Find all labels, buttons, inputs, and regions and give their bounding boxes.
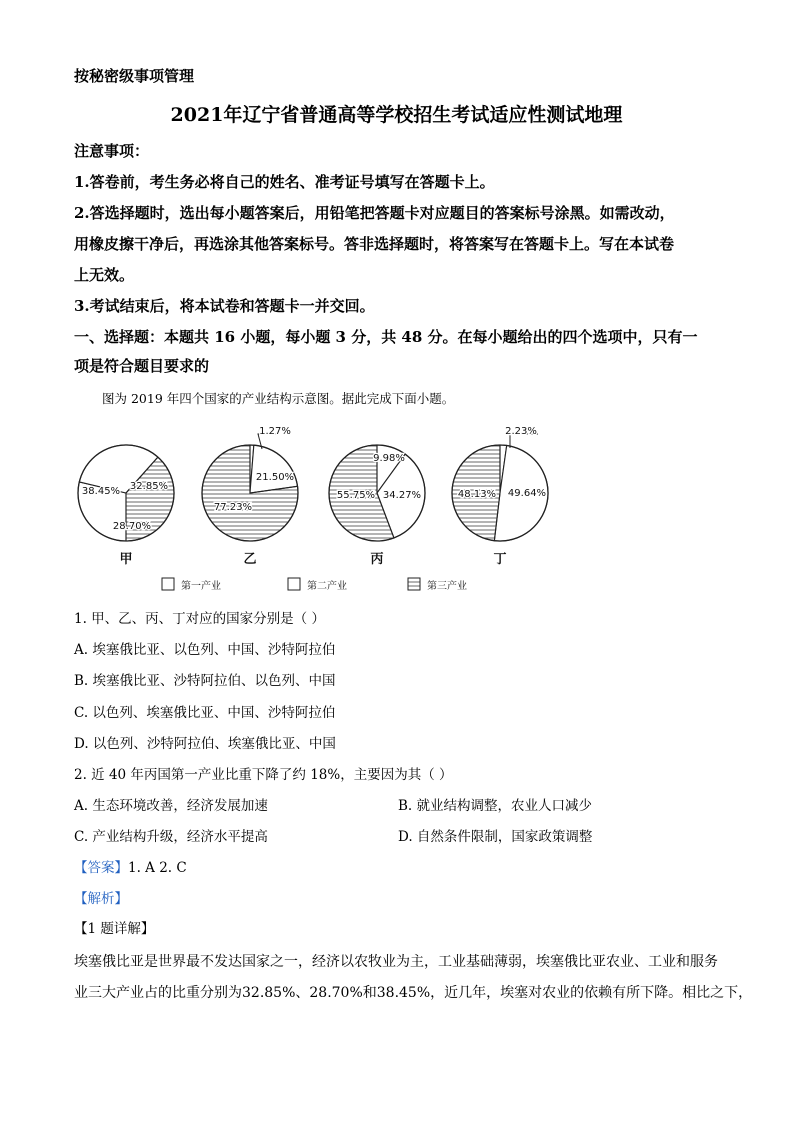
pie-country-label: 丙 (370, 552, 384, 567)
slice-label: 49.64% (507, 488, 547, 499)
question-1-option-d: D. 以色列、沙特阿拉伯、埃塞俄比亚、中国 (74, 736, 336, 752)
slice-label: 48.13% (457, 489, 497, 500)
question-2-option-b: B. 就业结构调整，农业人口减少 (398, 798, 593, 814)
question-1-stem: 1. 甲、乙、丙、丁对应的国家分别是（ ） (74, 611, 325, 627)
question-1-option-a: A. 埃塞俄比亚、以色列、中国、沙特阿拉伯 (74, 642, 336, 658)
slice-label: 77.23% (213, 502, 253, 513)
question-2-option-a: A. 生态环境改善，经济发展加速 (74, 798, 268, 814)
pie-slice (250, 445, 298, 493)
answer-value: 1. A 2. C (128, 860, 187, 876)
notice-heading: 注意事项： (74, 142, 150, 160)
pie-chart-figure (0, 410, 793, 610)
exam-title: 2021年辽宁省普通高等学校招生考试适应性测试地理 (170, 104, 623, 126)
section-heading: 项是符合题目要求的 (74, 357, 210, 375)
slice-label: 34.27% (382, 490, 422, 501)
slice-label: 55.75% (336, 490, 376, 501)
figure-caption: 图为 2019 年四个国家的产业结构示意图。据此完成下面小题。 (102, 391, 455, 406)
confidential-label: 按秘密级事项管理 (74, 67, 195, 85)
legend-swatch (162, 578, 174, 590)
slice-label: 2.23% (505, 426, 537, 437)
analysis-subheading: 【1 题详解】 (74, 921, 155, 937)
notice-item: 上无效。 (74, 266, 135, 284)
pie-country-label: 丁 (493, 552, 507, 567)
answer-line (74, 858, 187, 878)
notice-item: 3.考试结束后，将本试卷和答题卡一并交回。 (74, 297, 375, 315)
question-2-option-c: C. 产业结构升级，经济水平提高 (74, 829, 268, 845)
question-1-option-b: B. 埃塞俄比亚、沙特阿拉伯、以色列、中国 (74, 673, 336, 689)
slice-label: 1.27% (259, 426, 291, 437)
legend-swatch (408, 578, 420, 590)
legend-swatch (288, 578, 300, 590)
notice-item: 1.答卷前，考生务必将自己的姓名、准考证号填写在答题卡上。 (74, 173, 495, 191)
question-2-stem: 2. 近 40 年丙国第一产业比重下降了约 18%，主要因为其（ ） (74, 767, 453, 783)
legend-label: 第三产业 (427, 581, 467, 592)
question-2-option-d: D. 自然条件限制，国家政策调整 (398, 829, 593, 845)
legend-label: 第一产业 (181, 581, 221, 592)
slice-label: 28.70% (112, 521, 152, 532)
pie-country-label: 乙 (243, 552, 257, 567)
pie-country-label: 甲 (119, 552, 133, 567)
notice-item: 2.答选择题时，选出每小题答案后，用铅笔把答题卡对应题目的答案标号涂黑。如需改动， (74, 204, 675, 222)
slice-label: 9.98% (373, 453, 405, 464)
answer-label: 【答案】 (74, 860, 128, 876)
slice-label: 21.50% (255, 472, 295, 483)
slice-label: 38.45% (81, 486, 121, 497)
notice-item: 用橡皮擦干净后，再选涂其他答案标号。答非选择题时，将答案写在答题卡上。写在本试卷 (74, 235, 675, 253)
legend-label: 第二产业 (307, 581, 347, 592)
question-1-option-c: C. 以色列、埃塞俄比亚、中国、沙特阿拉伯 (74, 705, 336, 721)
analysis-text: 业三大产业占的比重分别为32.85%、28.70%和38.45%，近几年，埃塞对农业的依赖有所下降。相比之下， (74, 985, 753, 1001)
analysis-label: 【解析】 (74, 891, 128, 907)
slice-label: 32.85% (129, 481, 169, 492)
analysis-text: 埃塞俄比亚是世界最不发达国家之一，经济以农牧业为主，工业基础薄弱，埃塞俄比亚农业、工业和服务 (74, 954, 718, 970)
section-heading: 一、选择题：本题共 16 小题，每小题 3 分，共 48 分。在每小题给出的四个选项中，只有一 (74, 328, 698, 346)
